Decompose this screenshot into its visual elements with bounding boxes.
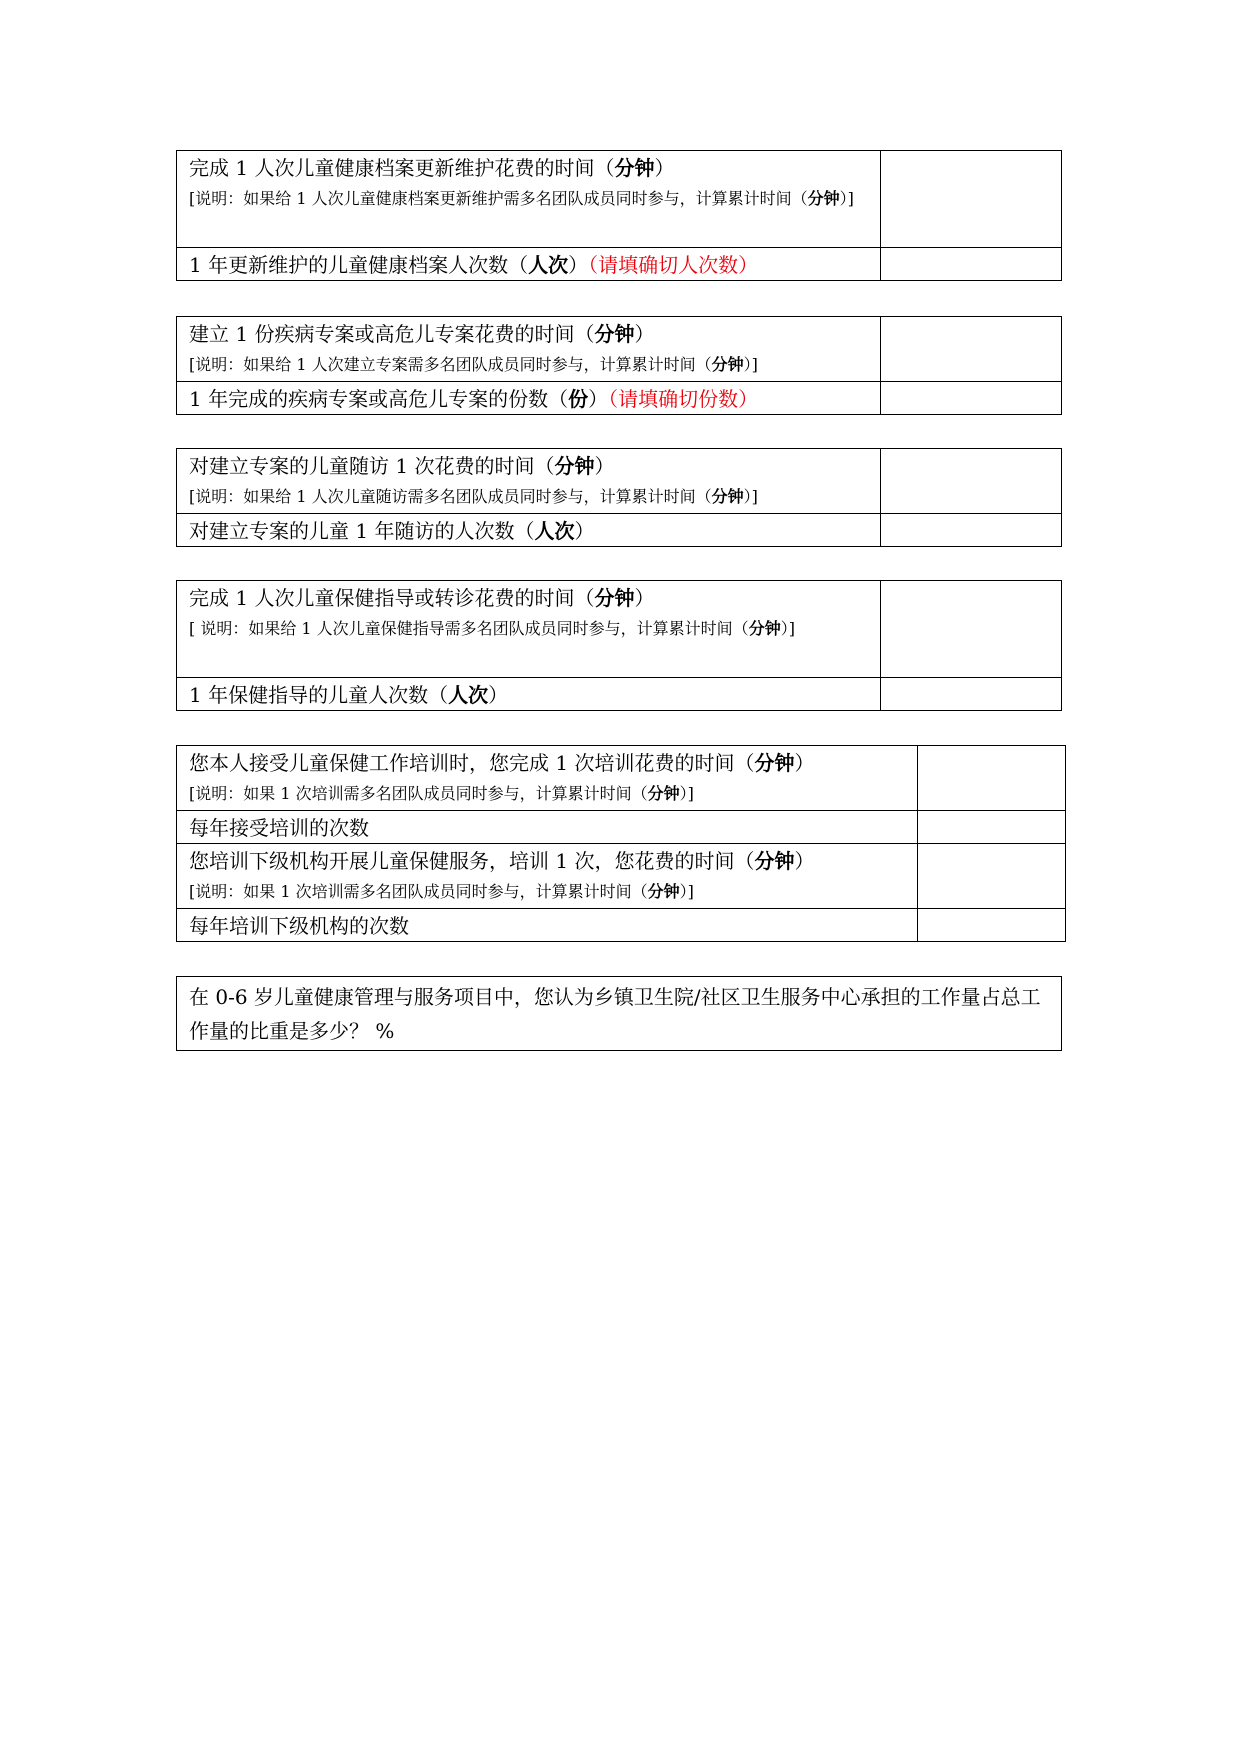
answer-cell[interactable]	[881, 581, 1062, 678]
question-cell	[177, 514, 881, 547]
answer-cell[interactable]	[881, 151, 1062, 248]
answer-cell[interactable]	[881, 248, 1062, 281]
question-cell	[177, 581, 881, 678]
question-row	[177, 449, 1062, 514]
question-table-training	[176, 745, 1066, 942]
question-text: 对建立专案的儿童 1 年随访的人次数（人次）	[189, 519, 595, 543]
question-row	[177, 811, 1066, 844]
question-cell	[177, 678, 881, 711]
question-row	[177, 844, 1066, 909]
question-table-special-case	[176, 316, 1062, 415]
question-cell	[177, 382, 881, 415]
question-text: 每年培训下级机构的次数	[189, 914, 409, 938]
question-cell	[177, 449, 881, 514]
question-row	[177, 151, 1062, 248]
question-table-workload-share	[176, 976, 1062, 1051]
question-cell	[177, 151, 881, 248]
question-text: 1 年完成的疾病专案或高危儿专案的份数（份）（请填确切份数）	[189, 387, 759, 411]
question-note: [ 说明：如果给 1 人次儿童保健指导需多名团队成员同时参与，计算累计时间（分钟）]	[189, 619, 795, 638]
answer-cell[interactable]	[918, 746, 1066, 811]
question-cell	[177, 909, 918, 942]
question-text: 完成 1 人次儿童健康档案更新维护花费的时间（分钟）	[189, 156, 675, 180]
question-cell	[177, 746, 918, 811]
question-row	[177, 248, 1062, 281]
question-text: 完成 1 人次儿童保健指导或转诊花费的时间（分钟）	[189, 586, 655, 610]
question-cell[interactable]	[177, 977, 1062, 1051]
answer-cell[interactable]	[918, 844, 1066, 909]
question-note: [说明：如果给 1 人次建立专案需多名团队成员同时参与，计算累计时间（分钟）]	[189, 355, 758, 374]
question-text: 您培训下级机构开展儿童保健服务，培训 1 次，您花费的时间（分钟）	[189, 849, 815, 873]
question-text: 1 年保健指导的儿童人次数（人次）	[189, 683, 509, 707]
question-cell	[177, 317, 881, 382]
answer-cell[interactable]	[881, 317, 1062, 382]
question-cell	[177, 811, 918, 844]
question-row	[177, 514, 1062, 547]
question-table-guidance	[176, 580, 1062, 711]
question-note: [说明：如果 1 次培训需多名团队成员同时参与，计算累计时间（分钟）]	[189, 784, 694, 803]
answer-cell[interactable]	[918, 909, 1066, 942]
answer-cell[interactable]	[881, 678, 1062, 711]
instruction-red: （请填确切人次数）	[588, 253, 759, 277]
question-text: 对建立专案的儿童随访 1 次花费的时间（分钟）	[189, 454, 615, 478]
question-cell	[177, 248, 881, 281]
question-table-follow-up	[176, 448, 1062, 547]
answer-cell[interactable]	[881, 449, 1062, 514]
workload-share-question: 在 0-6 岁儿童健康管理与服务项目中，您认为乡镇卫生院/社区卫生服务中心承担的工作量占总工作量的比重是多少？ %	[189, 985, 1041, 1043]
question-note: [说明：如果给 1 人次儿童随访需多名团队成员同时参与，计算累计时间（分钟）]	[189, 487, 758, 506]
answer-cell[interactable]	[918, 811, 1066, 844]
question-table-record-update	[176, 150, 1062, 281]
question-row	[177, 317, 1062, 382]
question-row	[177, 746, 1066, 811]
question-text: 每年接受培训的次数	[189, 816, 369, 840]
question-cell	[177, 844, 918, 909]
question-row	[177, 977, 1062, 1051]
answer-cell[interactable]	[881, 514, 1062, 547]
question-text: 1 年更新维护的儿童健康档案人次数（人次）（请填确切人次数）	[189, 253, 759, 277]
question-row	[177, 382, 1062, 415]
question-row	[177, 581, 1062, 678]
question-text: 建立 1 份疾病专案或高危儿专案花费的时间（分钟）	[189, 322, 655, 346]
question-note: [说明：如果给 1 人次儿童健康档案更新维护需多名团队成员同时参与，计算累计时间（分钟）]	[189, 189, 854, 208]
question-row	[177, 678, 1062, 711]
question-note: [说明：如果 1 次培训需多名团队成员同时参与，计算累计时间（分钟）]	[189, 882, 694, 901]
question-text: 您本人接受儿童保健工作培训时，您完成 1 次培训花费的时间（分钟）	[189, 751, 815, 775]
answer-cell[interactable]	[881, 382, 1062, 415]
question-row	[177, 909, 1066, 942]
instruction-red: （请填确切份数）	[608, 387, 759, 411]
